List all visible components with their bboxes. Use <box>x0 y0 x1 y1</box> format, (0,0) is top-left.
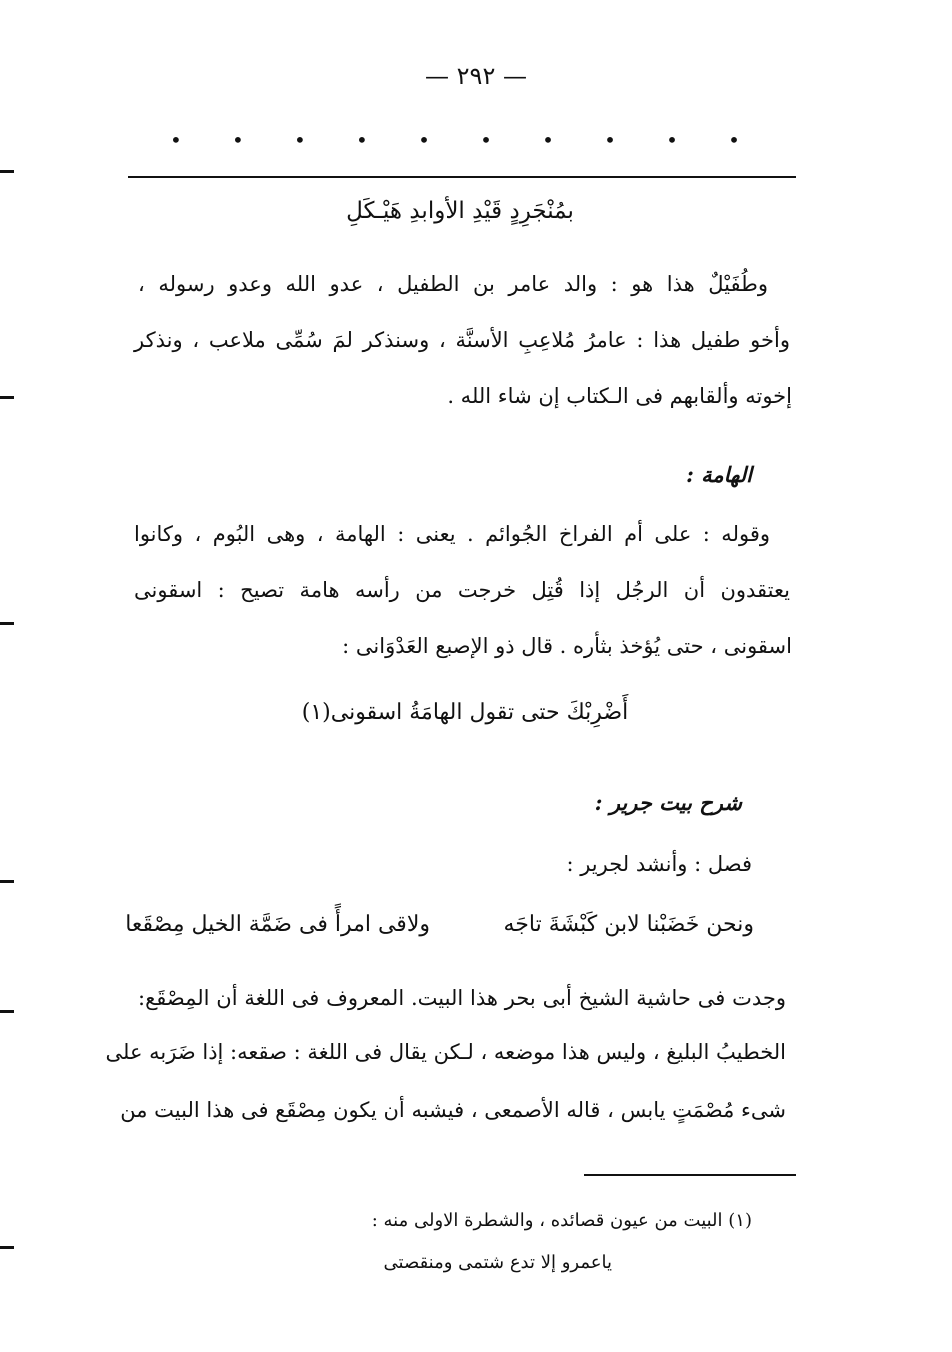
para2-line3: اسقونى ، حتى يُؤخذ بثأره . قال ذو الإصبع العَدْوَانى : <box>342 634 792 658</box>
margin-mark <box>0 396 14 399</box>
dot: • <box>728 128 740 152</box>
dot: • <box>542 128 554 152</box>
verse-top: بمُنْجَرِدٍ قَيْدِ الأوابدِ هَيْـكَلِ <box>346 198 574 224</box>
footnote-line1: (١) البيت من عيون قصائده ، والشطرة الاولى منه : <box>371 1210 752 1231</box>
para1-line1: وطُفَيْلٌ هذا هو : والد عامر بن الطفيل ، عدو الله وعدو رسوله ، <box>138 272 768 296</box>
heading-hama: الهامة : <box>686 462 752 487</box>
footnote-rule <box>584 1174 796 1176</box>
dot: • <box>604 128 616 152</box>
margin-mark <box>0 170 14 173</box>
margin-mark <box>0 622 14 625</box>
dot: • <box>418 128 430 152</box>
footnote-line2: ياعمرو إلا تدع شتمى ومنقصتى <box>383 1252 612 1273</box>
para3-line2: الخطيبُ البليغ ، وليس هذا موضعه ، لـكن يقال فى اللغة : صقعه: إذا ضَرَبه على <box>105 1040 786 1064</box>
margin-mark <box>0 880 14 883</box>
verse-middle: أَضْرِبْكَ حتى تقول الهامَةُ اسقونى(١) <box>301 700 629 725</box>
margin-mark <box>0 1246 14 1249</box>
dot: • <box>480 128 492 152</box>
dot: • <box>356 128 368 152</box>
ellipsis-dots <box>170 128 740 152</box>
heading-jarir: شرح بيت جرير : <box>594 790 742 815</box>
para1-line3: إخوته وألقابهم فى الـكتاب إن شاء الله . <box>447 384 792 408</box>
header-rule <box>128 176 796 178</box>
dot: • <box>170 128 182 152</box>
dot: • <box>294 128 306 152</box>
verse-jarir-first: ونحن خَضَبْنا لابن كَبْشَةَ تاجَه <box>503 912 754 937</box>
para3-line3: شىء مُصْمَتٍ يابس ، قاله الأصمعى ، فيشبه أن يكون مِصْقَع فى هذا البيت من <box>120 1098 786 1122</box>
para1-line2: وأخو طفيل هذا : عامرُ مُلاعِبِ الأسنَّة ، وسنذكر لمَ سُمِّى ملاعب ، ونذكر <box>134 328 790 352</box>
verse-jarir-second: ولاقى امرأً فى ضَمَّة الخيل مِصْقَعا <box>125 912 430 937</box>
page-number: — ٢٩٢ — <box>425 62 527 90</box>
para2-line1: وقوله : على أم الفراخ الجُوائم . يعنى : الهامة ، وهى البُوم ، وكانوا <box>134 522 770 546</box>
dot: • <box>666 128 678 152</box>
margin-mark <box>0 1010 14 1013</box>
para3-line1: وجدت فى حاشية الشيخ أبى بحر هذا البيت. المعروف فى اللغة أن المِصْقَع: <box>138 986 786 1010</box>
para2-line2: يعتقدون أن الرجُل إذا قُتِل خرجت من رأسه هامة تصيح : اسقونى <box>134 578 790 602</box>
fasl-line: فصل : وأنشد لجرير : <box>566 852 752 876</box>
dot: • <box>232 128 244 152</box>
